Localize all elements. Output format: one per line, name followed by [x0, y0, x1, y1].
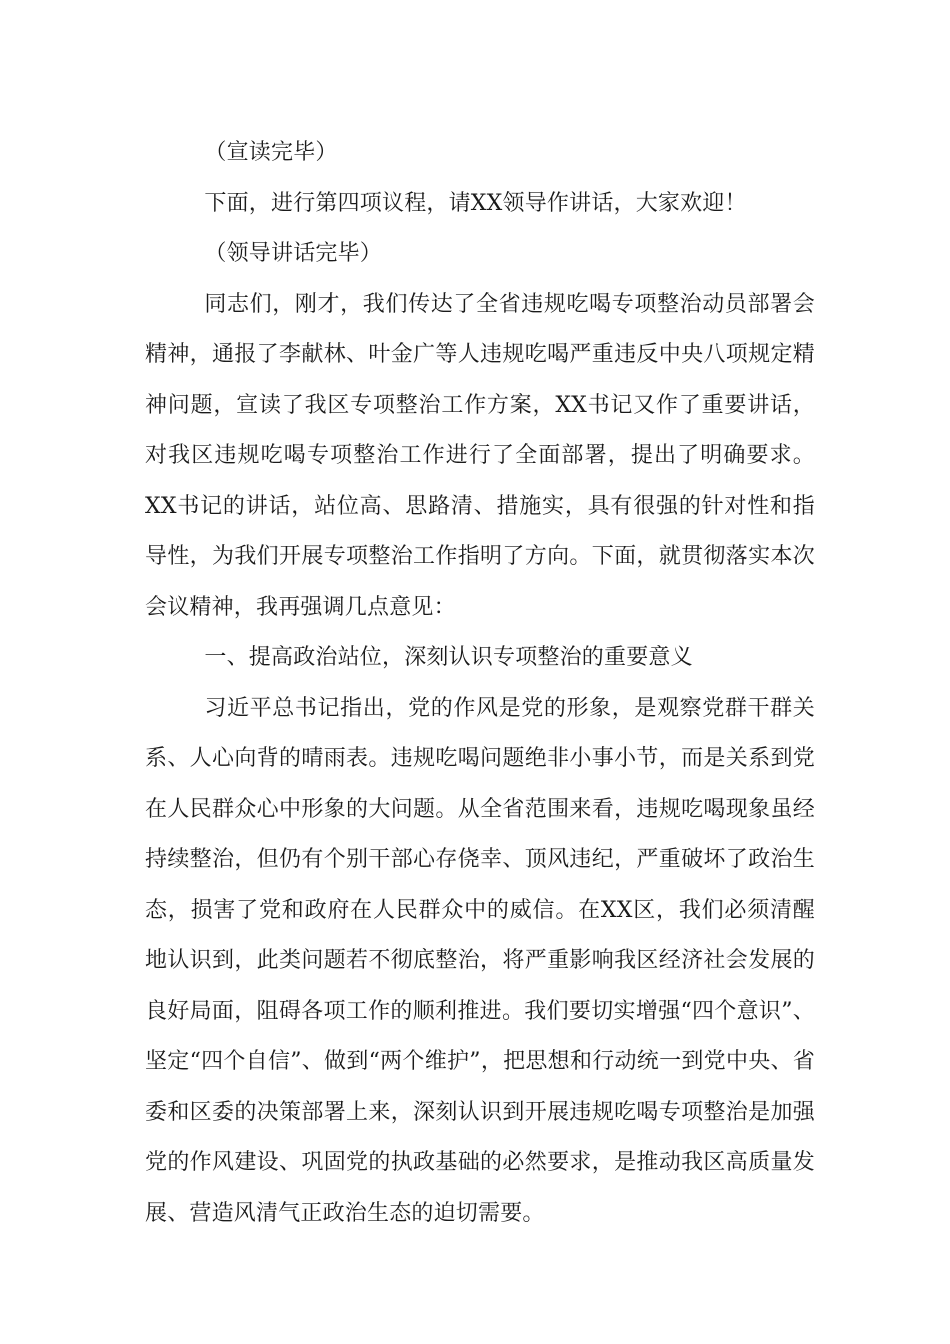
document-body — [145, 128, 815, 1239]
speech-complete-note: （领导讲话完毕） — [204, 241, 382, 266]
reading-complete-note: （宣读完毕） — [204, 140, 338, 165]
section-1-body: 习近平总书记指出，党的作风是党的形象，是观察党群干群关系、人心向背的晴雨表。违规吃喝问题绝非小事小节，而是关系到党在人民群众心中形象的大问题。从全省范围来看，违规吃喝现象虽经持续整治，但仍有个别干部心存侥幸、顶风违纪，严重破坏了政治生态，损害了党和政府在人民群众中的威信。在XX区，我们必须清醒地认识到，此类问题若不彻底整治，将严重影响我区经济社会发展的良好局面，阻碍各项工作的顺利推进。我们要切实增强“四个意识”、坚定“四个自信”、做到“两个维护”，把思想和行动统一到党中央、省委和区委的决策部署上来，深刻认识到开展违规吃喝专项整治是加强党的作风建设、巩固党的执政基础的必然要求，是推动我区高质量发展、营造风清气正政治生态的迫切需要。 — [145, 695, 815, 1226]
agenda-announcement: 下面，进行第四项议程，请XX领导作讲话，大家欢迎！ — [204, 190, 747, 216]
opening-paragraph: 同志们，刚才，我们传达了全省违规吃喝专项整治动员部署会精神，通报了李献林、叶金广等人违规吃喝严重违反中央八项规定精神问题，宣读了我区专项整治工作方案，XX书记又作了重要讲话，对我区违规吃喝专项整治工作进行了全面部署，提出了明确要求。XX书记的讲话，站位高、思路清、措施实，具有很强的针对性和指导性，为我们开展专项整治工作指明了方向。下面，就贯彻落实本次会议精神，我再强调几点意见： — [145, 291, 815, 620]
section-heading-1: 一、提高政治站位，深刻认识专项整治的重要意义 — [204, 645, 693, 670]
